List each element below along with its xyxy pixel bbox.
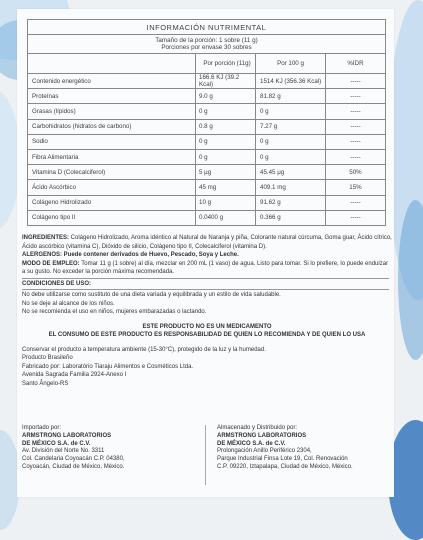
nutrition-table: [27, 19, 386, 226]
idr-value: -----: [325, 104, 385, 118]
per-serving-value: 0 g: [195, 150, 255, 164]
divider: [22, 278, 389, 279]
idr-value: -----: [325, 150, 385, 164]
not-medicine-warning: ESTE PRODUCTO NO ES UN MEDICAMENTO: [142, 323, 272, 330]
servings-per-container: Porciones por envase 30 sobres: [161, 44, 252, 51]
importer-label: Importado por:: [22, 425, 62, 431]
table-row: [28, 180, 385, 195]
nutrient-name: Carbohidratos (hidratos de carbono): [32, 123, 132, 131]
nutrient-name: Vitamina D (Colecalciferol): [32, 168, 106, 176]
nutrient-name: Colágeno Hidrolizado: [32, 199, 92, 207]
serving-size: Tamaño de la porción: 1 sobre (11 g): [155, 37, 258, 44]
per-100g-value: 0.366 g: [255, 211, 325, 225]
importer-address: Col. Candelaria Coyoacán C.P. 04380,: [22, 456, 125, 463]
distributor-company-2: DE MÉXICO S.A. de C.V.: [217, 440, 286, 447]
importer-company: ARMSTRONG LABORATORIOS: [22, 432, 112, 439]
per-serving-value: 9.0 g: [195, 89, 255, 103]
per-serving-value: 166.6 KJ (39.2 Kcal): [195, 74, 255, 88]
importer-address: Av. División del Norte No. 3311: [22, 448, 105, 455]
idr-value: -----: [325, 74, 385, 88]
idr-value: -----: [325, 89, 385, 103]
distributor-address: Prolongación Anillo Periférico 2304,: [217, 448, 312, 455]
distributor-label: Almacenado y Distribuido por:: [217, 425, 298, 431]
nutrient-name: Colágeno tipo II: [32, 214, 76, 222]
column-divider: [205, 425, 206, 485]
distributor-address: Parque Industrial Finsa Lote 19, Col. Renovación: [217, 456, 348, 463]
header-per-serving: Por porción (11g): [195, 54, 255, 73]
divider: [22, 289, 389, 290]
per-100g-value: 91.62 g: [255, 196, 325, 210]
header-idr: %IDR: [325, 54, 385, 73]
nutrient-name: Fibra Alimentaria: [32, 153, 79, 161]
per-serving-value: 10 g: [195, 196, 255, 210]
table-row: [28, 74, 385, 89]
per-100g-value: 0 g: [255, 135, 325, 149]
nutrient-name: Sodio: [32, 138, 48, 146]
table-row: [28, 89, 385, 104]
per-100g-value: 0 g: [255, 104, 325, 118]
usage-label: MODO DE EMPLEO:: [22, 260, 80, 267]
idr-value: 15%: [325, 180, 385, 194]
header-blank: [28, 54, 195, 73]
idr-value: -----: [325, 135, 385, 149]
label-panel: [17, 9, 394, 497]
per-serving-value: 5 μg: [195, 165, 255, 179]
table-header: [28, 54, 385, 74]
per-serving-value: 0 g: [195, 135, 255, 149]
distributor-block: [217, 425, 402, 472]
per-serving-value: 0 g: [195, 104, 255, 118]
per-serving-value: 0.0400 g: [195, 211, 255, 225]
distributor-address: C.P. 09220, Iztapalapa, Ciudad de México, México.: [217, 463, 353, 470]
label-text: [22, 234, 392, 388]
origin-text: Producto Brasileño: [22, 355, 73, 361]
idr-value: -----: [325, 211, 385, 225]
per-100g-value: 1514 KJ (356.36 Kcal): [255, 74, 325, 88]
manufacturer-city: Santo Ângelo-RS: [22, 380, 69, 387]
table-row: [28, 150, 385, 165]
table-row: [28, 104, 385, 119]
ingredients: [22, 234, 392, 251]
ingredients-label: INGREDIENTES:: [22, 235, 70, 241]
responsibility-warning: EL CONSUMO DE ESTE PRODUCTO ES RESPONSABILIDAD DE QUIEN LO RECOMIENDA Y DE QUIEN LO USA: [48, 332, 366, 338]
condition-item: No se deje al alcance de los niños.: [22, 300, 115, 307]
per-100g-value: 7.27 g: [255, 120, 325, 134]
serving-info: [28, 35, 385, 54]
allergens: ALERGENOS: Puede contener derivados de Huevo, Pescado, Soya y Leche.: [22, 252, 239, 258]
nutrient-name: Contenido energético: [32, 77, 91, 85]
table-row: [28, 211, 385, 225]
conditions-label: CONDICIONES DE USO:: [22, 280, 92, 287]
table-row: [28, 135, 385, 150]
manufacturer-address: Avenida Sagrada Familia 2924-Anexo I: [22, 372, 127, 378]
per-100g-value: 45.45 μg: [255, 165, 325, 179]
table-title: INFORMACIÓN NUTRIMENTAL: [28, 20, 385, 35]
per-100g-value: 0 g: [255, 150, 325, 164]
storage-text: Conservar el producto a temperatura ambiente (15-30°C), protegido de la luz y la humedad.: [22, 346, 266, 353]
table-row: [28, 196, 385, 211]
table-row: [28, 165, 385, 180]
nutrient-name: Grasas (lípidos): [32, 107, 76, 115]
distributor-company: ARMSTRONG LABORATORIOS: [217, 432, 307, 439]
header-per-100g: Por 100 g: [255, 54, 325, 73]
ingredients-text: Colágeno Hidrolizado, Aroma idéntico al Natural de Naranja y piña, Colorante natural cúrcuma, Goma guar, Ácido cítrico, Ácido ascórbico (vitamina C), Dióxido de silicio, Colágeno tipo II, Colecalciferol (vitamina D).: [22, 235, 392, 250]
importer-block: [22, 425, 207, 472]
importer-company-2: DE MÉXICO S.A. de C.V.: [22, 440, 91, 447]
nutrient-name: Proteínas: [32, 92, 59, 100]
idr-value: -----: [325, 120, 385, 134]
per-serving-value: 0.8 g: [195, 120, 255, 134]
condition-item: No debe utilizarse como sustituto de una dieta variada y equilibrada y un estilo de vida saludable.: [22, 292, 281, 298]
per-100g-value: 409.1 mg: [255, 180, 325, 194]
usage-text: Tomar 11 g (1 sobre) al día, mezclar en 200 mL (1 vaso) de agua. Listo para tomar. Si lo prefiere, lo puede endulzar a su gusto. No exceder la porción máxima recomendada.: [22, 260, 389, 275]
nutrient-name: Ácido Ascórbico: [32, 183, 77, 191]
importer-address: Coyoacán, Ciudad de México, México.: [22, 463, 125, 470]
condition-item: No se recomienda el uso en niños, mujeres embarazadas o lactando.: [22, 309, 207, 315]
idr-value: -----: [325, 196, 385, 210]
per-100g-value: 81.82 g: [255, 89, 325, 103]
manufacturer-text: Fabricado por: Laboratório Tiaraju Alimentos e Cosméticos Ltda.: [22, 363, 194, 370]
usage: [22, 260, 392, 277]
per-serving-value: 45 mg: [195, 180, 255, 194]
idr-value: 50%: [325, 165, 385, 179]
table-row: [28, 120, 385, 135]
